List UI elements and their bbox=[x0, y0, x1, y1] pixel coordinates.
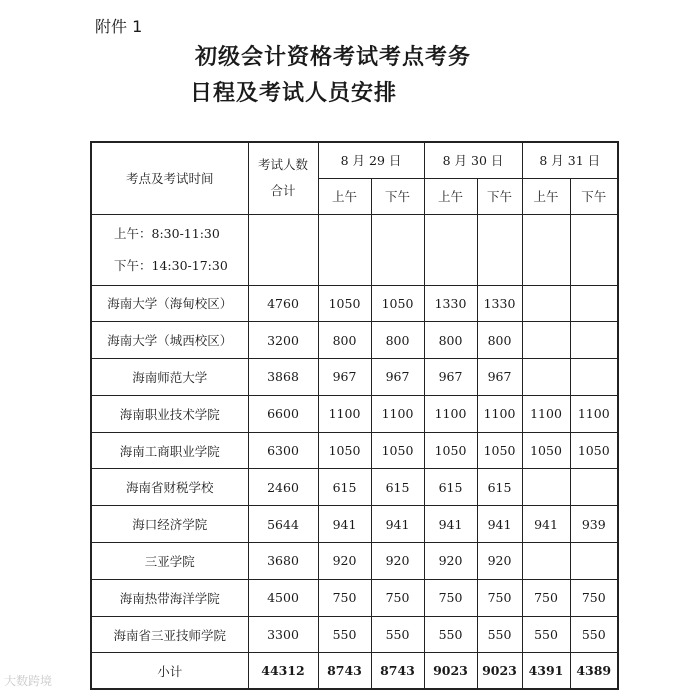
empty-cell bbox=[522, 214, 570, 285]
site-name: 海南职业技术学院 bbox=[91, 395, 248, 432]
site-name: 海口经济学院 bbox=[91, 506, 248, 543]
header-am: 上午 bbox=[522, 178, 570, 214]
session-count: 550 bbox=[570, 616, 618, 653]
table-row bbox=[91, 579, 618, 616]
empty-cell bbox=[477, 214, 522, 285]
session-count: 920 bbox=[318, 543, 371, 580]
site-total: 3300 bbox=[248, 616, 318, 653]
subtotal-value: 8743 bbox=[371, 653, 424, 689]
session-count bbox=[522, 322, 570, 359]
document-title-line2: 日程及考试人员安排 bbox=[190, 81, 398, 106]
session-count bbox=[522, 359, 570, 396]
site-total: 2460 bbox=[248, 469, 318, 506]
session-count bbox=[570, 469, 618, 506]
session-count bbox=[522, 469, 570, 506]
session-count: 1050 bbox=[318, 432, 371, 469]
subtotal-value: 9023 bbox=[424, 653, 477, 689]
session-count: 967 bbox=[371, 359, 424, 396]
session-count: 550 bbox=[371, 616, 424, 653]
session-count: 750 bbox=[570, 579, 618, 616]
header-date-2: 8 月 31 日 bbox=[522, 142, 618, 178]
session-count: 941 bbox=[424, 506, 477, 543]
header-am: 上午 bbox=[424, 178, 477, 214]
session-count: 615 bbox=[371, 469, 424, 506]
site-name: 海南工商职业学院 bbox=[91, 432, 248, 469]
subtotal-value: 9023 bbox=[477, 653, 522, 689]
session-count: 615 bbox=[477, 469, 522, 506]
session-count: 920 bbox=[424, 543, 477, 580]
session-count: 1050 bbox=[318, 285, 371, 322]
subtotal-total: 44312 bbox=[248, 653, 318, 689]
site-total: 5644 bbox=[248, 506, 318, 543]
session-count: 1050 bbox=[424, 432, 477, 469]
session-count: 939 bbox=[570, 506, 618, 543]
session-count: 550 bbox=[477, 616, 522, 653]
session-count: 967 bbox=[318, 359, 371, 396]
table-row bbox=[91, 543, 618, 580]
table-row bbox=[91, 469, 618, 506]
site-name: 海南省财税学校 bbox=[91, 469, 248, 506]
session-count: 750 bbox=[477, 579, 522, 616]
session-count bbox=[522, 285, 570, 322]
session-count: 920 bbox=[371, 543, 424, 580]
site-total: 3200 bbox=[248, 322, 318, 359]
site-name: 海南大学（海甸校区） bbox=[91, 285, 248, 322]
watermark: 大数跨境 bbox=[4, 674, 53, 688]
empty-cell bbox=[371, 214, 424, 285]
subtotal-label: 小计 bbox=[91, 653, 248, 689]
exam-time-cell bbox=[91, 214, 248, 285]
site-total: 4760 bbox=[248, 285, 318, 322]
header-date-0: 8 月 29 日 bbox=[318, 142, 424, 178]
empty-cell bbox=[318, 214, 371, 285]
session-count: 550 bbox=[424, 616, 477, 653]
table-row bbox=[91, 616, 618, 653]
site-total: 4500 bbox=[248, 579, 318, 616]
session-count: 1330 bbox=[424, 285, 477, 322]
header-total-line1: 考试人数 bbox=[257, 157, 308, 173]
site-name: 海南大学（城西校区） bbox=[91, 322, 248, 359]
session-count: 941 bbox=[477, 506, 522, 543]
empty-cell bbox=[570, 214, 618, 285]
session-count: 750 bbox=[522, 579, 570, 616]
session-count: 941 bbox=[318, 506, 371, 543]
session-count: 550 bbox=[522, 616, 570, 653]
session-count: 615 bbox=[424, 469, 477, 506]
session-count: 615 bbox=[318, 469, 371, 506]
session-count: 750 bbox=[424, 579, 477, 616]
site-total: 3680 bbox=[248, 543, 318, 580]
site-name: 海南热带海洋学院 bbox=[91, 579, 248, 616]
subtotal-value: 8743 bbox=[318, 653, 371, 689]
session-count: 1100 bbox=[424, 395, 477, 432]
subtotal-value: 4389 bbox=[570, 653, 618, 689]
header-am: 上午 bbox=[318, 178, 371, 214]
site-name: 海南省三亚技师学院 bbox=[91, 616, 248, 653]
site-total: 6300 bbox=[248, 432, 318, 469]
table-row bbox=[91, 359, 618, 396]
document-title-line1: 初级会计资格考试考点考务 bbox=[195, 45, 472, 70]
session-count: 920 bbox=[477, 543, 522, 580]
session-count: 1100 bbox=[318, 395, 371, 432]
session-count: 1100 bbox=[371, 395, 424, 432]
session-count: 1050 bbox=[477, 432, 522, 469]
table-row bbox=[91, 322, 618, 359]
session-count bbox=[522, 543, 570, 580]
header-pm: 下午 bbox=[570, 178, 618, 214]
session-count: 800 bbox=[424, 322, 477, 359]
session-count: 967 bbox=[424, 359, 477, 396]
session-count: 941 bbox=[522, 506, 570, 543]
session-count: 550 bbox=[318, 616, 371, 653]
session-count: 1100 bbox=[477, 395, 522, 432]
site-total: 3868 bbox=[248, 359, 318, 396]
session-count: 1050 bbox=[371, 432, 424, 469]
table-row bbox=[91, 432, 618, 469]
table-row bbox=[91, 285, 618, 322]
empty-cell bbox=[424, 214, 477, 285]
session-count: 1100 bbox=[570, 395, 618, 432]
header-site-time: 考点及考试时间 bbox=[91, 142, 248, 214]
session-count bbox=[570, 543, 618, 580]
exam-time-am: 上午：8:30-11:30 bbox=[114, 225, 220, 241]
table-row bbox=[91, 506, 618, 543]
attachment-label: 附件 1 bbox=[95, 17, 143, 36]
empty-cell bbox=[248, 214, 318, 285]
session-count: 967 bbox=[477, 359, 522, 396]
site-name: 海南师范大学 bbox=[91, 359, 248, 396]
session-count: 800 bbox=[477, 322, 522, 359]
header-total-line2: 合计 bbox=[270, 183, 296, 199]
session-count: 1050 bbox=[371, 285, 424, 322]
header-pm: 下午 bbox=[477, 178, 522, 214]
table-row bbox=[91, 395, 618, 432]
header-pm: 下午 bbox=[371, 178, 424, 214]
header-date-1: 8 月 30 日 bbox=[424, 142, 522, 178]
session-count bbox=[570, 285, 618, 322]
session-count bbox=[570, 322, 618, 359]
site-total: 6600 bbox=[248, 395, 318, 432]
site-name: 三亚学院 bbox=[91, 543, 248, 580]
session-count: 750 bbox=[318, 579, 371, 616]
session-count bbox=[570, 359, 618, 396]
session-count: 1050 bbox=[522, 432, 570, 469]
exam-time-pm: 下午：14:30-17:30 bbox=[114, 257, 228, 273]
session-count: 750 bbox=[371, 579, 424, 616]
session-count: 1330 bbox=[477, 285, 522, 322]
subtotal-value: 4391 bbox=[522, 653, 570, 689]
session-count: 941 bbox=[371, 506, 424, 543]
exam-schedule-table bbox=[90, 141, 619, 690]
session-count: 1050 bbox=[570, 432, 618, 469]
session-count: 1100 bbox=[522, 395, 570, 432]
header-total bbox=[248, 142, 318, 214]
session-count: 800 bbox=[371, 322, 424, 359]
session-count: 800 bbox=[318, 322, 371, 359]
